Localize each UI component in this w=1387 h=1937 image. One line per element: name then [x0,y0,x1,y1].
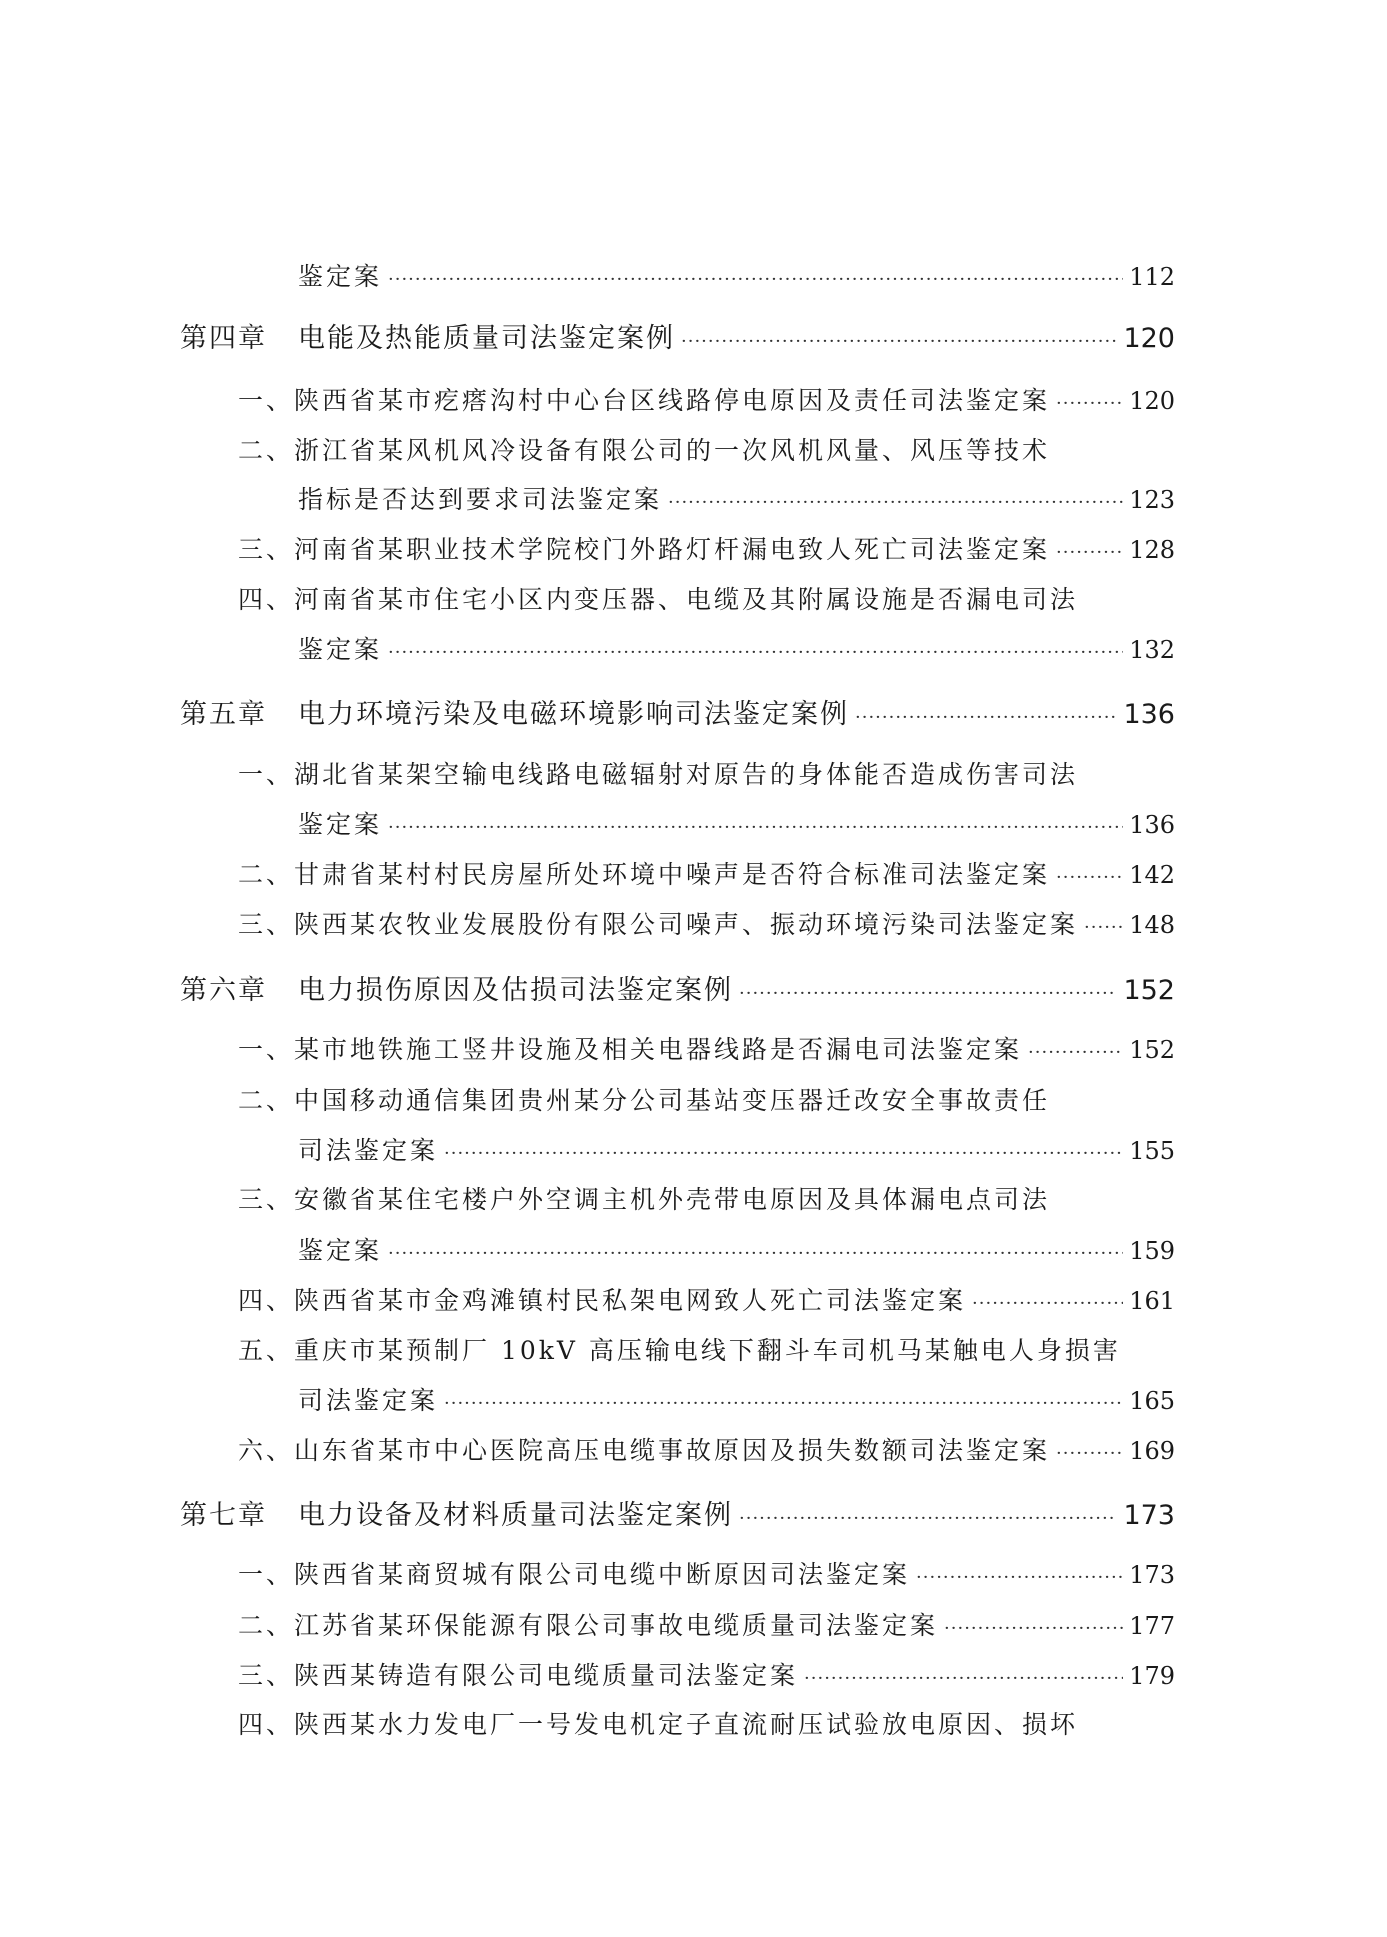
toc-section-line [238,1030,1175,1066]
toc-entry-number: 二、 [238,436,295,465]
toc-continuation-line [298,1381,1175,1417]
toc-leader-dots [681,331,1117,352]
toc-page-number: 112 [1129,263,1175,291]
toc-entry-title: 陕西某水力发电厂一号发电机定子直流耐压试验放电原因、损坏 [294,1710,1079,1739]
toc-chapter-line [180,968,1175,1007]
toc-page-number: 136 [1129,811,1175,839]
toc-entry-title: 司法鉴定案 [298,1136,439,1165]
toc-page-number: 148 [1129,911,1175,939]
toc-section-line [238,1180,1050,1216]
toc-page-number: 177 [1129,1612,1175,1640]
toc-chapter-line [180,1493,1175,1532]
toc-entry-number: 三、 [238,535,295,564]
toc-entry-title: 电力损伤原因及估损司法鉴定案例 [298,975,733,1006]
toc-entry-title: 湖北省某架空输电线路电磁辐射对原告的身体能否造成伤害司法 [294,760,1079,789]
toc-entry-number: 二、 [238,1611,295,1640]
toc-entry-number: 四、 [238,585,295,614]
toc-entry-title: 江苏省某环保能源有限公司事故电缆质量司法鉴定案 [294,1611,939,1640]
toc-section-line [238,1431,1175,1467]
toc-entry-title: 安徽省某住宅楼户外空调主机外壳带电原因及具体漏电点司法 [294,1185,1051,1214]
toc-section-line [238,381,1175,417]
toc-leader-dots [444,1143,1123,1164]
toc-section-line [238,1555,1175,1591]
toc-leader-dots [739,983,1117,1004]
toc-entry-title: 浙江省某风机风冷设备有限公司的一次风机风量、风压等技术 [294,436,1051,465]
toc-leader-dots [739,1508,1117,1529]
toc-entry-title: 电力设备及材料质量司法鉴定案例 [298,1500,733,1531]
toc-entry-title: 陕西省某商贸城有限公司电缆中断原因司法鉴定案 [294,1560,911,1589]
toc-page-number: 161 [1129,1287,1175,1315]
toc-leader-dots [668,492,1123,513]
toc-section-line [238,905,1175,941]
toc-page-number: 120 [1129,387,1175,415]
toc-entry-title: 陕西省某市疙瘩沟村中心台区线路停电原因及责任司法鉴定案 [294,386,1051,415]
toc-entry-title: 中国移动通信集团贵州某分公司基站变压器迁改安全事故责任 [294,1086,1051,1115]
toc-section-line [238,530,1175,566]
toc-entry-number: 三、 [238,1185,295,1214]
toc-page-number: 159 [1129,1237,1175,1265]
toc-entry-number: 六、 [238,1436,295,1465]
toc-section-line [238,855,1175,891]
toc-continuation-line [298,1131,1175,1167]
toc-leader-dots [855,707,1117,728]
toc-section-line [238,1705,1078,1741]
toc-entry-title: 电能及热能质量司法鉴定案例 [298,323,675,354]
toc-leader-dots [388,1243,1123,1264]
toc-entry-number: 三、 [238,910,295,939]
toc-entry-title: 指标是否达到要求司法鉴定案 [298,485,663,514]
toc-entry-title: 电力环境污染及电磁环境影响司法鉴定案例 [298,699,849,730]
toc-entry-title: 鉴定案 [298,635,383,664]
toc-continuation-line [298,630,1175,666]
toc-section-line [238,1281,1175,1317]
toc-page-number: 132 [1129,636,1175,664]
toc-leader-dots [1056,393,1123,414]
toc-entry-number: 第六章 [180,975,267,1006]
toc-entry-title: 某市地铁施工竖井设施及相关电器线路是否漏电司法鉴定案 [294,1035,1023,1064]
toc-page-number: 142 [1129,861,1175,889]
toc-entry-title: 山东省某市中心医院高压电缆事故原因及损失数额司法鉴定案 [294,1436,1051,1465]
toc-entry-title: 甘肃省某村村民房屋所处环境中噪声是否符合标准司法鉴定案 [294,860,1051,889]
toc-leader-dots [1056,867,1123,888]
toc-continuation-line [298,1231,1175,1267]
toc-section-line [238,1081,1050,1117]
toc-chapter-line [180,692,1175,731]
toc-entry-number: 四、 [238,1710,295,1739]
toc-page-number: 123 [1129,486,1175,514]
toc-page-number: 169 [1129,1437,1175,1465]
toc-continuation-line [298,480,1175,516]
toc-continuation-line [298,805,1175,841]
toc-entry-title: 重庆市某预制厂 10kV 高压输电线下翻斗车司机马某触电人身损害 [294,1336,1121,1365]
toc-leader-dots [804,1668,1123,1689]
toc-section-line [238,1606,1175,1642]
toc-entry-title: 司法鉴定案 [298,1386,439,1415]
toc-page-number: 179 [1129,1662,1175,1690]
toc-entry-number: 一、 [238,1035,295,1064]
toc-leader-dots [388,817,1123,838]
toc-leader-dots [916,1567,1123,1588]
toc-entry-title: 陕西某铸造有限公司电缆质量司法鉴定案 [294,1661,799,1690]
toc-entry-number: 五、 [238,1336,295,1365]
toc-entry-title: 陕西某农牧业发展股份有限公司噪声、振动环境污染司法鉴定案 [294,910,1079,939]
toc-leader-dots [1056,1443,1123,1464]
toc-leader-dots [944,1618,1123,1639]
toc-section-line [238,755,1078,791]
toc-entry-title: 河南省某职业技术学院校门外路灯杆漏电致人死亡司法鉴定案 [294,535,1051,564]
toc-entry-number: 第五章 [180,699,267,730]
toc-page-number: 173 [1123,1500,1175,1531]
toc-entry-title: 鉴定案 [298,262,383,291]
toc-entry-title: 河南省某市住宅小区内变压器、电缆及其附属设施是否漏电司法 [294,585,1079,614]
toc-continuation-line [298,257,1175,293]
toc-page-number: 155 [1129,1137,1175,1165]
toc-entry-number: 二、 [238,1086,295,1115]
toc-section-line [238,1331,1121,1367]
toc-page-number: 120 [1123,323,1175,354]
toc-entry-number: 二、 [238,860,295,889]
toc-section-line [238,580,1078,616]
toc-page-number: 173 [1129,1561,1175,1589]
toc-leader-dots [388,269,1123,290]
toc-page-number: 152 [1123,975,1175,1006]
toc-page-number: 128 [1129,536,1175,564]
toc-entry-number: 一、 [238,760,295,789]
toc-page-number: 152 [1129,1036,1175,1064]
toc-entry-title: 鉴定案 [298,810,383,839]
toc-entry-number: 第四章 [180,323,267,354]
toc-leader-dots [1028,1042,1123,1063]
toc-entry-number: 第七章 [180,1500,267,1531]
toc-section-line [238,1656,1175,1692]
toc-leader-dots [972,1293,1123,1314]
toc-leader-dots [388,642,1123,663]
toc-entry-title: 鉴定案 [298,1236,383,1265]
toc-leader-dots [1084,917,1123,938]
toc-entry-number: 四、 [238,1286,295,1315]
toc-page-number: 136 [1123,699,1175,730]
toc-section-line [238,431,1050,467]
toc-leader-dots [444,1393,1123,1414]
toc-chapter-line [180,316,1175,355]
toc-entry-number: 一、 [238,1560,295,1589]
toc-entry-number: 一、 [238,386,295,415]
toc-page-number: 165 [1129,1387,1175,1415]
toc-entry-title: 陕西省某市金鸡滩镇村民私架电网致人死亡司法鉴定案 [294,1286,967,1315]
toc-leader-dots [1056,542,1123,563]
toc-entry-number: 三、 [238,1661,295,1690]
